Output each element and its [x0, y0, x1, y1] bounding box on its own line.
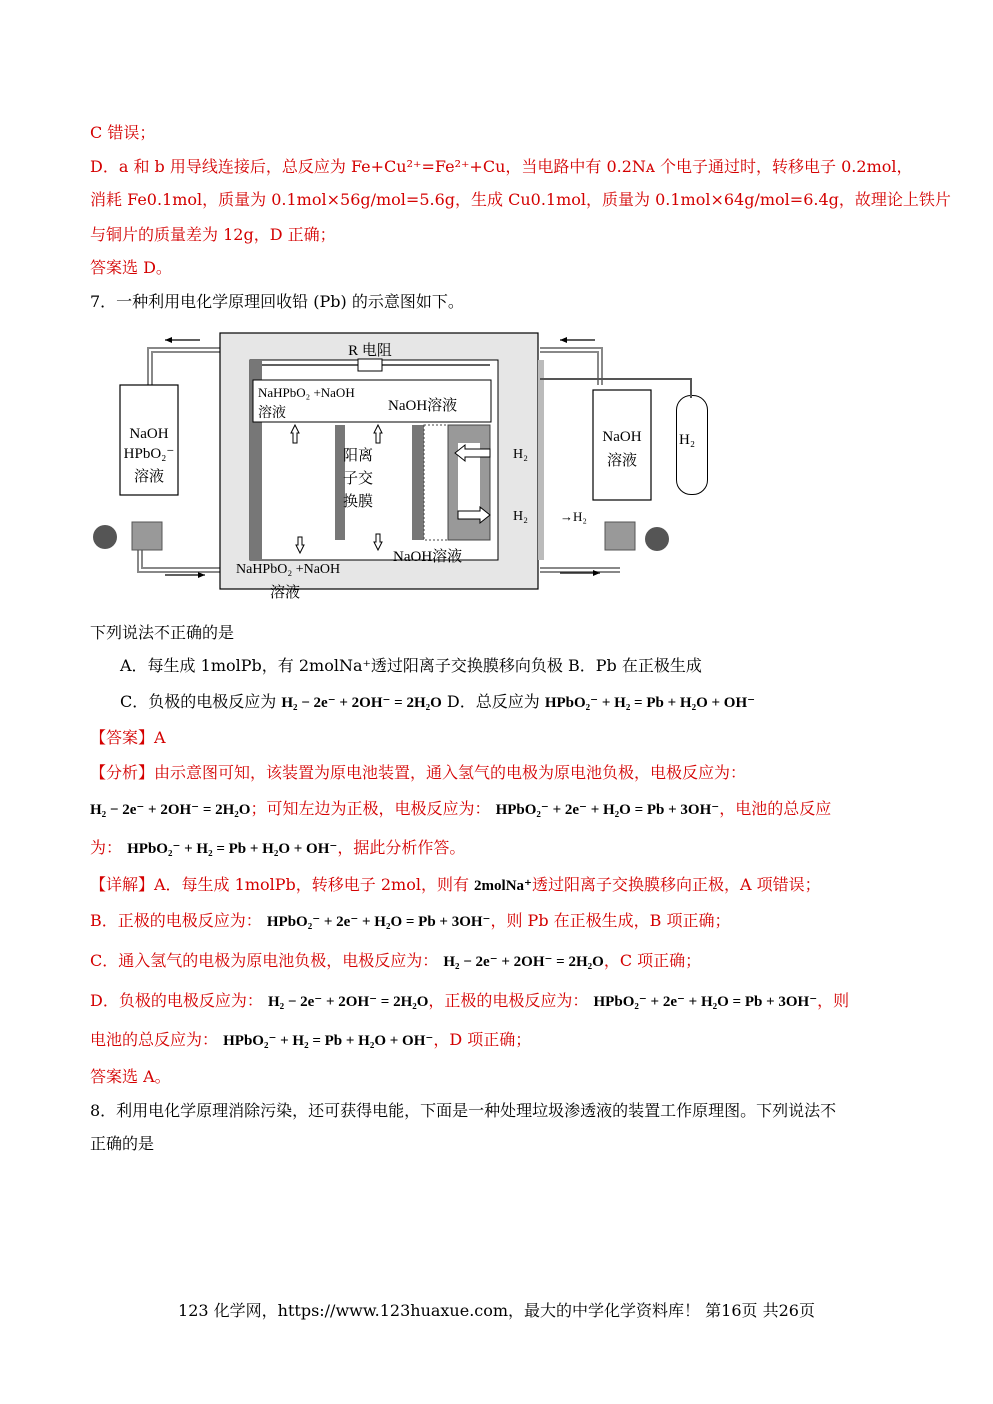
right-tank-line2: 溶液 [606, 453, 638, 469]
prev-answer-line1: C 错误； [90, 123, 156, 142]
top-right-solution: NaOH溶液 [388, 398, 458, 414]
q7-detail-d [90, 990, 849, 1013]
left-tank-line2: HPbO₂⁻ [123, 446, 175, 462]
detail-d-eq2: HPbO₂⁻ + 2e⁻ + H₂O = Pb + 3OH⁻ [593, 994, 818, 1010]
top-left-solution-1: NaHPbO₂ +NaOH [258, 385, 355, 400]
right-pump [645, 527, 669, 551]
detail-d2-end: ，D 项正确； [433, 1030, 532, 1049]
bottom-left-solution-2: 溶液 [270, 585, 301, 601]
q7-detail-d2 [90, 1029, 531, 1052]
pipe-left-top [150, 350, 220, 385]
analysis-eq-3: HPbO₂⁻ + H₂ = Pb + H₂O + OH⁻ [127, 841, 338, 857]
detail-a-pre: 【详解】A．每生成 1molPb，转移电子 2mol，则有 [90, 875, 469, 894]
membrane-line3: 换膜 [342, 494, 374, 510]
left-pump [93, 525, 117, 549]
detail-b-eq: HPbO₂⁻ + 2e⁻ + H₂O = Pb + 3OH⁻ [266, 914, 491, 930]
q7-analysis-1: 【分析】由示意图可知，该装置为原电池装置，通入氢气的电极为原电池负极，电极反应为： [90, 763, 747, 782]
bottom-right-solution: NaOH溶液 [393, 549, 463, 565]
q7-option-c-prefix: C．负极的电极反应为 [120, 692, 277, 711]
analysis3-end: ，据此分析作答。 [337, 838, 466, 857]
q7-answer: 【答案】A [90, 728, 166, 747]
left-tank-line1: NaOH [129, 426, 169, 442]
resistor [358, 359, 382, 371]
membrane-line2: 子交 [342, 471, 374, 487]
detail-d-pre: D．负极的电极反应为： [90, 991, 263, 1010]
detail-d2-pre: 电池的总反应为： [90, 1030, 219, 1049]
detail-a-end: 透过阳离子交换膜移向正极，A 项错误； [531, 875, 821, 894]
q7-stem: 7．一种利用电化学原理回收铅 (Pb) 的示意图如下。 [90, 292, 464, 311]
detail-a-eq: 2molNa⁺ [474, 878, 532, 894]
h2-inlet-2: H₂ [513, 509, 528, 524]
q7-conclusion: 答案选 A。 [90, 1067, 171, 1086]
prev-answer-line4: 与铜片的质量差为 12g，D 正确； [90, 225, 336, 244]
q7-option-d-equation: HPbO₂⁻ + H₂ = Pb + H₂O + OH⁻ [544, 695, 756, 711]
h2-inlet-1: H₂ [513, 447, 528, 462]
resistor-label: R 电阻 [348, 343, 392, 359]
q7-prompt: 下列说法不正确的是 [90, 623, 235, 642]
analysis-eq-1: H₂ − 2e⁻ + 2OH⁻ = 2H₂O [90, 802, 251, 818]
prev-answer-line5: 答案选 D。 [90, 258, 172, 277]
h2-tank-label: H₂ [679, 432, 696, 448]
q7-option-a-b: A．每生成 1molPb，有 2molNa⁺透过阳离子交换膜移向负极 B．Pb 在正极生成 [120, 656, 702, 675]
q7-detail-b [90, 910, 731, 933]
detail-b-pre: B．正极的电极反应为： [90, 911, 262, 930]
q7-detail-a [90, 874, 821, 897]
detail-d-mid: ，正极的电极反应为： [428, 991, 589, 1010]
q7-option-c-equation: H₂ − 2e⁻ + 2OH⁻ = 2H₂O [281, 695, 442, 711]
detail-d2-eq: HPbO₂⁻ + H₂ = Pb + H₂O + OH⁻ [223, 1033, 434, 1049]
q8-line1: 8．利用电化学原理消除污染，还可获得电能，下面是一种处理垃圾渗透液的装置工作原理图。下列说法不 [90, 1101, 837, 1120]
q7-analysis-2 [90, 798, 831, 821]
h2-pipe [540, 378, 692, 398]
right-tank-line1: NaOH [602, 429, 642, 445]
q7-detail-c [90, 950, 701, 973]
analysis-eq-2: HPbO₂⁻ + 2e⁻ + H₂O = Pb + 3OH⁻ [495, 802, 720, 818]
analysis-mid: ；可知左边为正极，电极反应为： [250, 799, 491, 818]
detail-d-eq1: H₂ − 2e⁻ + 2OH⁻ = 2H₂O [267, 994, 429, 1010]
prev-answer-line3: 消耗 Fe0.1mol，质量为 0.1mol×56g/mol=5.6g，生成 Cu0.1mol，质量为 0.1mol×64g/mol=6.4g，故理论上铁片 [90, 190, 951, 209]
detail-c-pre: C．通入氢气的电极为原电池负极，电极反应为： [90, 951, 439, 970]
right-electrode [412, 425, 424, 540]
prev-answer-line2: D．a 和 b 用导线连接后，总反应为 Fe+Cu²⁺=Fe²⁺+Cu，当电路中有 0.2Nᴀ 个电子通过时，转移电子 0.2mol， [90, 157, 913, 176]
q8-line2: 正确的是 [90, 1134, 155, 1153]
detail-c-eq: H₂ − 2e⁻ + 2OH⁻ = 2H₂O [443, 954, 604, 970]
lead-recovery-diagram [90, 325, 642, 605]
membrane-line1: 阳离 [342, 448, 374, 464]
analysis-end: ，电池的总反应 [719, 799, 832, 818]
detail-c-end: ，C 项正确； [603, 951, 702, 970]
q7-option-c-d [120, 691, 755, 714]
analysis3-pre: 为： [90, 838, 123, 857]
top-left-solution-2: 溶液 [258, 406, 286, 421]
porous-electrode [424, 425, 448, 540]
bottom-left-solution-1: NaHPbO₂ +NaOH [236, 562, 341, 577]
q7-option-d-prefix: D．总反应为 [446, 692, 540, 711]
detail-d-end: ，则 [817, 991, 850, 1010]
right-tank [593, 390, 651, 500]
page-footer: 123 化学网，https://www.123huaxue.com，最大的中学化学资料库！ 第16页 共26页 [178, 1301, 815, 1320]
detail-b-end: ，则 Pb 在正极生成，B 项正确； [490, 911, 731, 930]
h2-outlet: →H₂ [560, 509, 587, 524]
q7-analysis-3 [90, 837, 465, 860]
left-tank-line3: 溶液 [133, 469, 165, 485]
